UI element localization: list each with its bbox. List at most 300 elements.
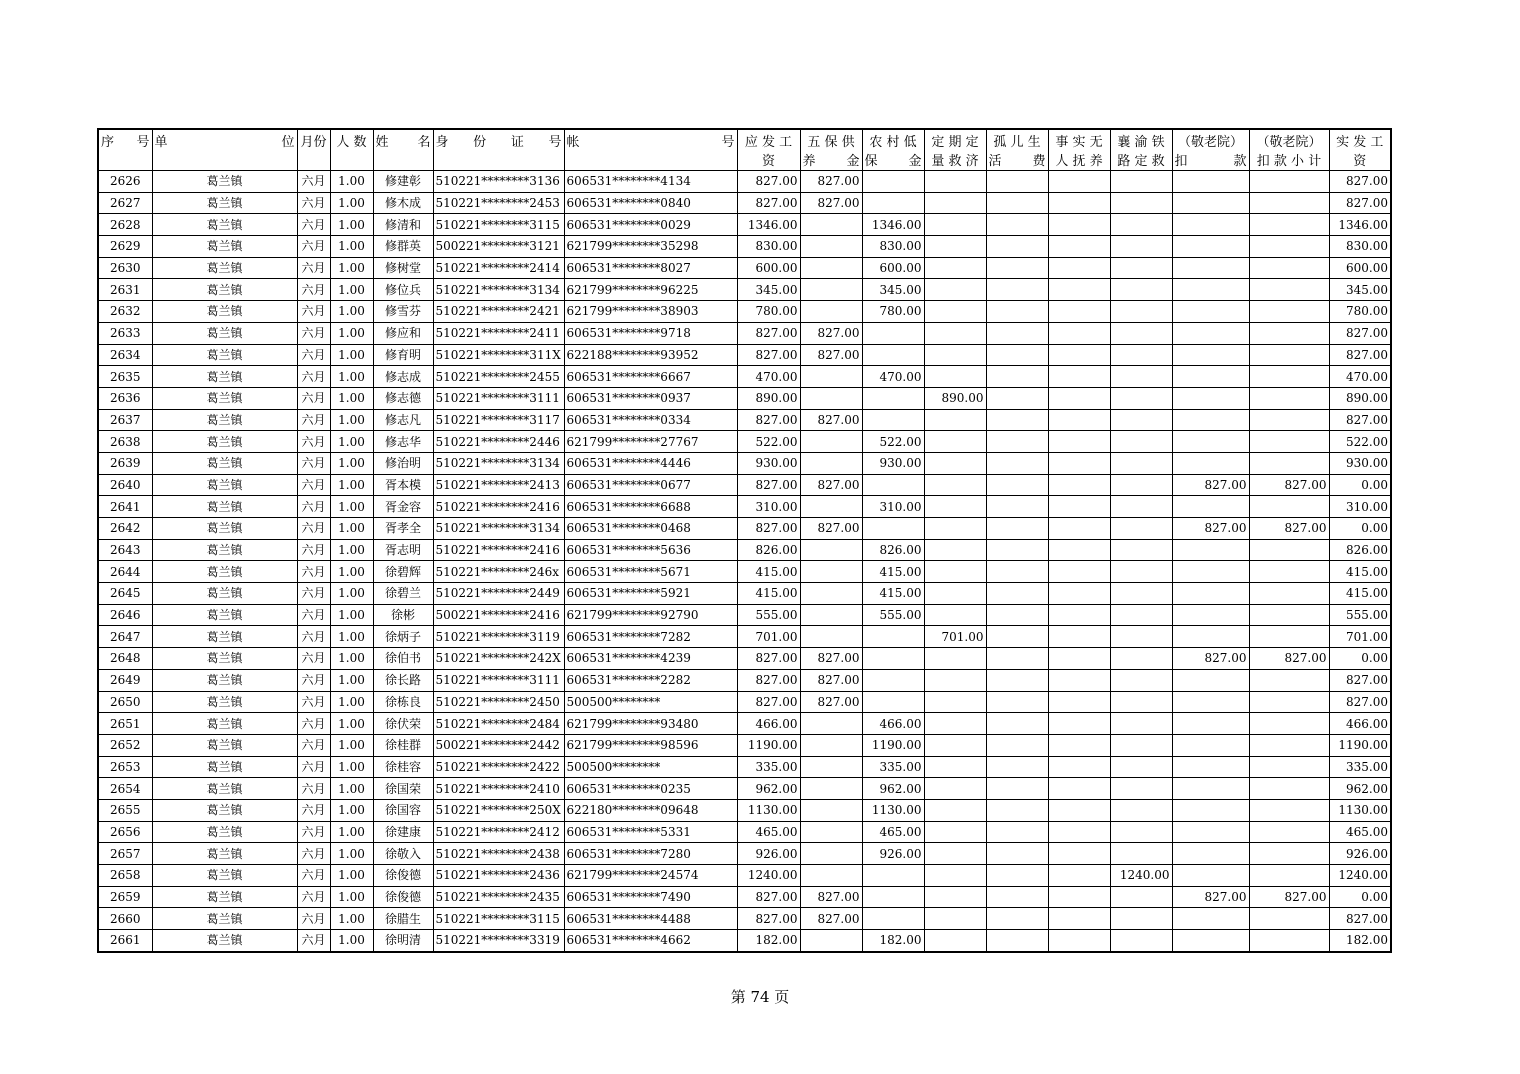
cell-dibao: 930.00 xyxy=(862,452,924,474)
cell-dingliang: 890.00 xyxy=(924,387,986,409)
cell-gross: 827.00 xyxy=(737,691,800,713)
cell-seq: 2645 xyxy=(98,583,152,605)
cell-jingkou xyxy=(1172,843,1249,865)
cell-name: 徐建康 xyxy=(373,821,433,843)
cell-xiangyu xyxy=(1110,778,1172,800)
cell-id: 510221********2416 xyxy=(433,496,564,518)
cell-gross: 600.00 xyxy=(737,257,800,279)
cell-name: 徐桂容 xyxy=(373,756,433,778)
cell-xiangyu xyxy=(1110,843,1172,865)
cell-jingsub xyxy=(1249,734,1329,756)
cell-xiangyu xyxy=(1110,539,1172,561)
cell-wubao xyxy=(800,778,862,800)
cell-shishi xyxy=(1048,344,1110,366)
cell-wubao xyxy=(800,452,862,474)
header-shishi: 事 实 无 人 抚 养 xyxy=(1048,129,1110,171)
cell-account: 621799********24574 xyxy=(564,865,737,887)
cell-seq: 2626 xyxy=(98,171,152,193)
cell-dingliang xyxy=(924,192,986,214)
cell-gross: 826.00 xyxy=(737,539,800,561)
cell-account: 606531********7282 xyxy=(564,626,737,648)
cell-gross: 415.00 xyxy=(737,561,800,583)
cell-guer xyxy=(986,474,1048,496)
cell-month: 六月 xyxy=(297,322,330,344)
cell-seq: 2641 xyxy=(98,496,152,518)
cell-month: 六月 xyxy=(297,583,330,605)
cell-jingkou xyxy=(1172,387,1249,409)
cell-name: 修志成 xyxy=(373,366,433,388)
cell-shishi xyxy=(1048,886,1110,908)
cell-shishi xyxy=(1048,409,1110,431)
cell-jingsub xyxy=(1249,322,1329,344)
cell-month: 六月 xyxy=(297,799,330,821)
cell-month: 六月 xyxy=(297,387,330,409)
cell-gross: 310.00 xyxy=(737,496,800,518)
cell-shishi xyxy=(1048,583,1110,605)
cell-gross: 701.00 xyxy=(737,626,800,648)
cell-wubao: 827.00 xyxy=(800,648,862,670)
cell-gross: 466.00 xyxy=(737,713,800,735)
cell-net: 0.00 xyxy=(1329,474,1391,496)
cell-guer xyxy=(986,669,1048,691)
cell-seq: 2649 xyxy=(98,669,152,691)
cell-jingkou xyxy=(1172,799,1249,821)
table-body xyxy=(98,171,1391,952)
cell-month: 六月 xyxy=(297,518,330,540)
cell-wubao xyxy=(800,214,862,236)
cell-account: 606531********4488 xyxy=(564,908,737,930)
cell-month: 六月 xyxy=(297,734,330,756)
header-guer: 孤 儿 生 活 费 xyxy=(986,129,1048,171)
cell-jingsub xyxy=(1249,409,1329,431)
cell-id: 510221********2436 xyxy=(433,865,564,887)
cell-net: 466.00 xyxy=(1329,713,1391,735)
cell-unit: 葛兰镇 xyxy=(152,843,297,865)
cell-xiangyu xyxy=(1110,366,1172,388)
cell-seq: 2634 xyxy=(98,344,152,366)
cell-shishi xyxy=(1048,474,1110,496)
cell-name: 修雪芬 xyxy=(373,301,433,323)
cell-shishi xyxy=(1048,539,1110,561)
table-row xyxy=(98,865,1391,887)
cell-count: 1.00 xyxy=(330,821,373,843)
cell-count: 1.00 xyxy=(330,431,373,453)
cell-name: 徐伯书 xyxy=(373,648,433,670)
header-seq: 序 号 xyxy=(98,129,152,171)
header-wubao: 五 保 供 养 金 xyxy=(800,129,862,171)
cell-count: 1.00 xyxy=(330,322,373,344)
cell-dingliang xyxy=(924,279,986,301)
cell-month: 六月 xyxy=(297,604,330,626)
cell-name: 徐国荣 xyxy=(373,778,433,800)
cell-jingkou xyxy=(1172,301,1249,323)
cell-guer xyxy=(986,452,1048,474)
cell-wubao xyxy=(800,843,862,865)
cell-guer xyxy=(986,583,1048,605)
cell-dingliang xyxy=(924,799,986,821)
cell-xiangyu xyxy=(1110,301,1172,323)
table-row xyxy=(98,539,1391,561)
cell-id: 510221********3319 xyxy=(433,930,564,952)
cell-gross: 827.00 xyxy=(737,908,800,930)
cell-net: 827.00 xyxy=(1329,192,1391,214)
cell-jingkou xyxy=(1172,409,1249,431)
cell-jingsub xyxy=(1249,561,1329,583)
cell-xiangyu xyxy=(1110,496,1172,518)
cell-gross: 827.00 xyxy=(737,886,800,908)
table-row xyxy=(98,561,1391,583)
cell-seq: 2631 xyxy=(98,279,152,301)
cell-wubao: 827.00 xyxy=(800,409,862,431)
cell-guer xyxy=(986,626,1048,648)
cell-month: 六月 xyxy=(297,214,330,236)
cell-jingkou xyxy=(1172,236,1249,258)
cell-jingkou xyxy=(1172,561,1249,583)
cell-count: 1.00 xyxy=(330,886,373,908)
cell-seq: 2661 xyxy=(98,930,152,952)
cell-account: 621799********98596 xyxy=(564,734,737,756)
cell-id: 510221********2455 xyxy=(433,366,564,388)
cell-id: 510221********3115 xyxy=(433,908,564,930)
table-row xyxy=(98,604,1391,626)
cell-name: 修树堂 xyxy=(373,257,433,279)
cell-gross: 335.00 xyxy=(737,756,800,778)
cell-shishi xyxy=(1048,778,1110,800)
cell-net: 827.00 xyxy=(1329,344,1391,366)
cell-xiangyu xyxy=(1110,626,1172,648)
cell-seq: 2656 xyxy=(98,821,152,843)
cell-name: 修位兵 xyxy=(373,279,433,301)
cell-jingsub xyxy=(1249,301,1329,323)
cell-guer xyxy=(986,539,1048,561)
table-row xyxy=(98,930,1391,952)
cell-seq: 2658 xyxy=(98,865,152,887)
cell-month: 六月 xyxy=(297,431,330,453)
cell-seq: 2657 xyxy=(98,843,152,865)
cell-dingliang xyxy=(924,691,986,713)
cell-net: 930.00 xyxy=(1329,452,1391,474)
cell-guer xyxy=(986,713,1048,735)
cell-dibao xyxy=(862,387,924,409)
cell-guer xyxy=(986,930,1048,952)
cell-count: 1.00 xyxy=(330,626,373,648)
cell-month: 六月 xyxy=(297,344,330,366)
cell-month: 六月 xyxy=(297,301,330,323)
cell-xiangyu xyxy=(1110,452,1172,474)
cell-guer xyxy=(986,236,1048,258)
cell-month: 六月 xyxy=(297,366,330,388)
cell-id: 510221********2453 xyxy=(433,192,564,214)
header-jingsub: （敬老院） 扣 款 小 计 xyxy=(1249,129,1329,171)
cell-id: 510221********2416 xyxy=(433,539,564,561)
cell-count: 1.00 xyxy=(330,171,373,193)
cell-account: 606531********8027 xyxy=(564,257,737,279)
cell-id: 510221********2410 xyxy=(433,778,564,800)
cell-dingliang xyxy=(924,583,986,605)
cell-unit: 葛兰镇 xyxy=(152,539,297,561)
cell-shishi xyxy=(1048,648,1110,670)
cell-id: 510221********2411 xyxy=(433,322,564,344)
cell-name: 徐碧兰 xyxy=(373,583,433,605)
cell-guer xyxy=(986,192,1048,214)
cell-net: 890.00 xyxy=(1329,387,1391,409)
cell-dingliang xyxy=(924,257,986,279)
cell-seq: 2630 xyxy=(98,257,152,279)
cell-count: 1.00 xyxy=(330,799,373,821)
cell-seq: 2635 xyxy=(98,366,152,388)
cell-count: 1.00 xyxy=(330,865,373,887)
cell-dibao: 926.00 xyxy=(862,843,924,865)
cell-guer xyxy=(986,257,1048,279)
cell-account: 606531********4662 xyxy=(564,930,737,952)
table-row xyxy=(98,257,1391,279)
cell-month: 六月 xyxy=(297,192,330,214)
cell-guer xyxy=(986,756,1048,778)
cell-unit: 葛兰镇 xyxy=(152,452,297,474)
cell-count: 1.00 xyxy=(330,409,373,431)
table-row xyxy=(98,756,1391,778)
cell-dingliang xyxy=(924,756,986,778)
cell-net: 0.00 xyxy=(1329,648,1391,670)
cell-month: 六月 xyxy=(297,930,330,952)
cell-jingkou: 827.00 xyxy=(1172,886,1249,908)
cell-jingsub xyxy=(1249,843,1329,865)
cell-name: 胥金容 xyxy=(373,496,433,518)
cell-dibao xyxy=(862,648,924,670)
cell-dibao xyxy=(862,344,924,366)
cell-jingsub xyxy=(1249,865,1329,887)
cell-account: 606531********0937 xyxy=(564,387,737,409)
cell-seq: 2629 xyxy=(98,236,152,258)
cell-dibao xyxy=(862,626,924,648)
cell-jingkou xyxy=(1172,192,1249,214)
cell-count: 1.00 xyxy=(330,908,373,930)
cell-id: 500221********3121 xyxy=(433,236,564,258)
cell-id: 510221********3119 xyxy=(433,626,564,648)
cell-unit: 葛兰镇 xyxy=(152,865,297,887)
cell-dingliang xyxy=(924,561,986,583)
cell-count: 1.00 xyxy=(330,518,373,540)
cell-jingkou xyxy=(1172,626,1249,648)
cell-dibao: 1190.00 xyxy=(862,734,924,756)
cell-guer xyxy=(986,691,1048,713)
cell-unit: 葛兰镇 xyxy=(152,648,297,670)
header-unit: 单 位 xyxy=(152,129,297,171)
cell-xiangyu xyxy=(1110,518,1172,540)
cell-account: 606531********0334 xyxy=(564,409,737,431)
cell-account: 621799********35298 xyxy=(564,236,737,258)
cell-xiangyu xyxy=(1110,756,1172,778)
cell-jingkou xyxy=(1172,171,1249,193)
cell-jingsub xyxy=(1249,214,1329,236)
cell-unit: 葛兰镇 xyxy=(152,734,297,756)
cell-jingsub xyxy=(1249,626,1329,648)
cell-wubao xyxy=(800,734,862,756)
cell-name: 徐长路 xyxy=(373,669,433,691)
cell-seq: 2627 xyxy=(98,192,152,214)
cell-jingkou: 827.00 xyxy=(1172,474,1249,496)
cell-shishi xyxy=(1048,518,1110,540)
cell-dingliang xyxy=(924,171,986,193)
cell-seq: 2660 xyxy=(98,908,152,930)
cell-net: 600.00 xyxy=(1329,257,1391,279)
cell-jingsub xyxy=(1249,236,1329,258)
cell-account: 621799********27767 xyxy=(564,431,737,453)
cell-net: 780.00 xyxy=(1329,301,1391,323)
cell-wubao xyxy=(800,821,862,843)
cell-count: 1.00 xyxy=(330,452,373,474)
cell-dibao: 345.00 xyxy=(862,279,924,301)
cell-gross: 1130.00 xyxy=(737,799,800,821)
cell-month: 六月 xyxy=(297,539,330,561)
cell-xiangyu xyxy=(1110,908,1172,930)
page-number: 第 74 页 xyxy=(730,988,790,1006)
cell-wubao xyxy=(800,583,862,605)
cell-jingkou xyxy=(1172,322,1249,344)
cell-xiangyu xyxy=(1110,561,1172,583)
cell-guer xyxy=(986,604,1048,626)
cell-unit: 葛兰镇 xyxy=(152,366,297,388)
cell-guer xyxy=(986,322,1048,344)
cell-dingliang xyxy=(924,539,986,561)
cell-dingliang xyxy=(924,518,986,540)
cell-month: 六月 xyxy=(297,821,330,843)
cell-gross: 962.00 xyxy=(737,778,800,800)
table-row xyxy=(98,409,1391,431)
cell-account: 606531********0677 xyxy=(564,474,737,496)
cell-net: 182.00 xyxy=(1329,930,1391,952)
cell-wubao xyxy=(800,257,862,279)
cell-account: 606531********4239 xyxy=(564,648,737,670)
cell-unit: 葛兰镇 xyxy=(152,691,297,713)
cell-dibao xyxy=(862,171,924,193)
cell-dingliang xyxy=(924,322,986,344)
cell-shishi xyxy=(1048,821,1110,843)
cell-dibao: 522.00 xyxy=(862,431,924,453)
cell-id: 510221********2446 xyxy=(433,431,564,453)
cell-jingsub xyxy=(1249,908,1329,930)
cell-id: 510221********250X xyxy=(433,799,564,821)
cell-seq: 2643 xyxy=(98,539,152,561)
cell-dingliang xyxy=(924,778,986,800)
cell-name: 修建彰 xyxy=(373,171,433,193)
cell-month: 六月 xyxy=(297,409,330,431)
cell-gross: 345.00 xyxy=(737,279,800,301)
cell-account: 622188********93952 xyxy=(564,344,737,366)
cell-name: 修志华 xyxy=(373,431,433,453)
cell-id: 510221********246x xyxy=(433,561,564,583)
cell-count: 1.00 xyxy=(330,387,373,409)
cell-wubao xyxy=(800,279,862,301)
cell-count: 1.00 xyxy=(330,930,373,952)
cell-name: 修应和 xyxy=(373,322,433,344)
cell-gross: 470.00 xyxy=(737,366,800,388)
cell-jingsub xyxy=(1249,171,1329,193)
cell-unit: 葛兰镇 xyxy=(152,626,297,648)
cell-account: 621799********38903 xyxy=(564,301,737,323)
cell-dibao xyxy=(862,322,924,344)
cell-guer xyxy=(986,344,1048,366)
cell-gross: 890.00 xyxy=(737,387,800,409)
cell-guer xyxy=(986,387,1048,409)
cell-net: 335.00 xyxy=(1329,756,1391,778)
cell-account: 606531********2282 xyxy=(564,669,737,691)
cell-month: 六月 xyxy=(297,778,330,800)
cell-unit: 葛兰镇 xyxy=(152,279,297,301)
cell-wubao xyxy=(800,865,862,887)
cell-name: 修志德 xyxy=(373,387,433,409)
cell-account: 621799********92790 xyxy=(564,604,737,626)
cell-wubao xyxy=(800,930,862,952)
cell-net: 415.00 xyxy=(1329,583,1391,605)
cell-gross: 555.00 xyxy=(737,604,800,626)
cell-name: 徐桂群 xyxy=(373,734,433,756)
cell-account: 606531********6688 xyxy=(564,496,737,518)
cell-xiangyu xyxy=(1110,821,1172,843)
cell-month: 六月 xyxy=(297,561,330,583)
cell-dibao: 310.00 xyxy=(862,496,924,518)
table-row xyxy=(98,669,1391,691)
cell-shishi xyxy=(1048,236,1110,258)
table-row xyxy=(98,799,1391,821)
cell-jingkou xyxy=(1172,734,1249,756)
table-row xyxy=(98,713,1391,735)
cell-net: 827.00 xyxy=(1329,322,1391,344)
cell-account: 621799********93480 xyxy=(564,713,737,735)
cell-gross: 465.00 xyxy=(737,821,800,843)
cell-dibao: 600.00 xyxy=(862,257,924,279)
cell-gross: 827.00 xyxy=(737,192,800,214)
cell-shishi xyxy=(1048,171,1110,193)
cell-seq: 2642 xyxy=(98,518,152,540)
cell-net: 0.00 xyxy=(1329,886,1391,908)
cell-net: 345.00 xyxy=(1329,279,1391,301)
cell-count: 1.00 xyxy=(330,583,373,605)
cell-wubao xyxy=(800,626,862,648)
cell-dingliang: 701.00 xyxy=(924,626,986,648)
table-row xyxy=(98,431,1391,453)
cell-dingliang xyxy=(924,865,986,887)
cell-account: 606531********9718 xyxy=(564,322,737,344)
cell-month: 六月 xyxy=(297,756,330,778)
cell-dibao xyxy=(862,669,924,691)
cell-shishi xyxy=(1048,604,1110,626)
cell-count: 1.00 xyxy=(330,734,373,756)
cell-seq: 2637 xyxy=(98,409,152,431)
cell-jingsub xyxy=(1249,930,1329,952)
cell-jingkou xyxy=(1172,496,1249,518)
cell-name: 徐炳子 xyxy=(373,626,433,648)
cell-wubao: 827.00 xyxy=(800,669,862,691)
cell-name: 修育明 xyxy=(373,344,433,366)
cell-dingliang xyxy=(924,344,986,366)
table-row xyxy=(98,387,1391,409)
cell-month: 六月 xyxy=(297,496,330,518)
cell-dingliang xyxy=(924,669,986,691)
cell-net: 0.00 xyxy=(1329,518,1391,540)
cell-guer xyxy=(986,886,1048,908)
cell-dibao: 335.00 xyxy=(862,756,924,778)
cell-net: 1346.00 xyxy=(1329,214,1391,236)
table-row xyxy=(98,322,1391,344)
cell-wubao xyxy=(800,431,862,453)
cell-xiangyu xyxy=(1110,409,1172,431)
cell-xiangyu xyxy=(1110,713,1172,735)
cell-jingkou xyxy=(1172,279,1249,301)
cell-id: 510221********2449 xyxy=(433,583,564,605)
cell-name: 徐栋良 xyxy=(373,691,433,713)
cell-shishi xyxy=(1048,626,1110,648)
